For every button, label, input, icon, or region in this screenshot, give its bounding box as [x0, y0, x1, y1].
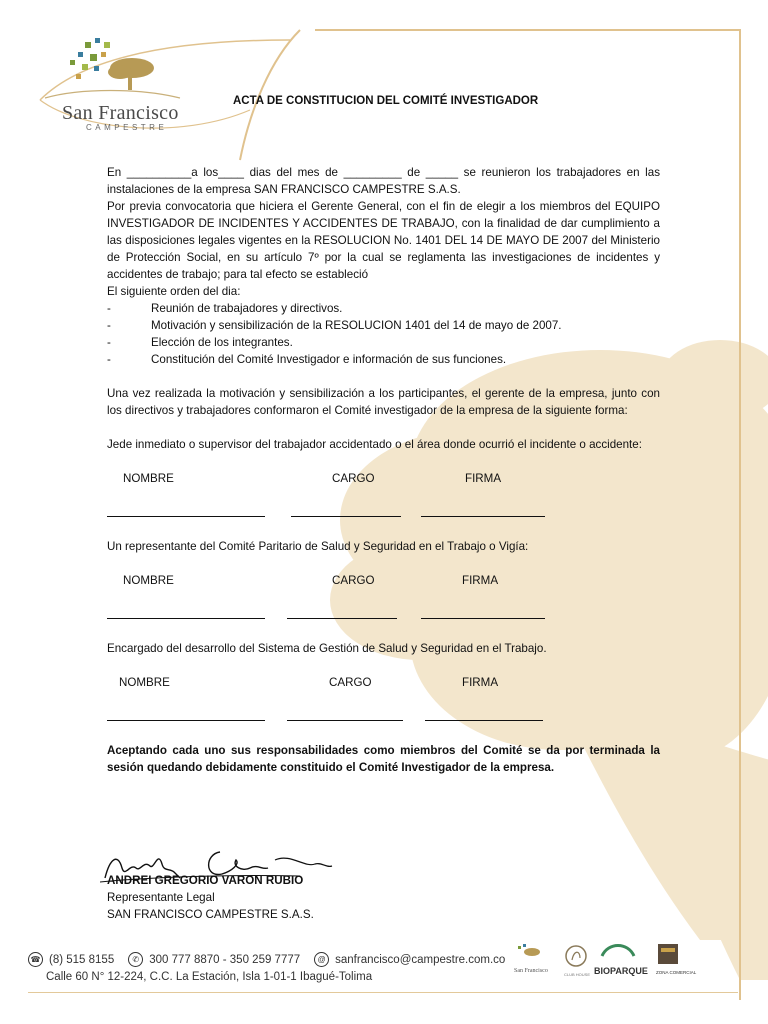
agenda-intro: El siguiente orden del dia: — [107, 285, 241, 298]
nombre-line[interactable] — [107, 606, 265, 619]
firma-line[interactable] — [421, 606, 545, 619]
brand-name: San Francisco — [62, 102, 179, 124]
phone-icon: ☎ — [28, 952, 43, 967]
cargo-line[interactable] — [291, 504, 401, 517]
section-committee-rep: Un representante del Comité Paritario de Salud y Seguridad en el Trabajo o Vigía: — [107, 540, 529, 553]
email-icon: @ — [314, 952, 329, 967]
list-item: - Reunión de trabajadores y directivos. — [107, 302, 343, 315]
signer-role: Representante Legal — [107, 891, 215, 904]
signature-lines — [107, 606, 660, 623]
col-nombre: NOMBRE — [123, 472, 174, 485]
signature-lines — [107, 504, 660, 521]
svg-text:ZONA COMERCIAL: ZONA COMERCIAL — [656, 970, 697, 975]
footer-divider — [28, 992, 738, 993]
footer-mobile: 300 777 8870 - 350 259 7777 — [149, 953, 301, 966]
list-item: - Elección de los integrantes. — [107, 336, 293, 349]
col-cargo: CARGO — [329, 676, 372, 689]
list-item: - Motivación y sensibilización de la RESOLUCION 1401 del 14 de mayo de 2007. — [107, 319, 562, 332]
col-cargo: CARGO — [332, 472, 375, 485]
paragraph-closing: Aceptando cada uno sus responsabilidades como miembros del Comité se da por terminada la sesión quedando debidamente constituido el Comité Investigador de la empresa. — [107, 744, 660, 774]
firma-line[interactable] — [425, 708, 543, 721]
partner-zonacomercial-icon — [656, 944, 697, 975]
section-supervisor: Jede inmediato o supervisor del trabajador accidentado o el área donde ocurrió el incidente o accidente: — [107, 438, 642, 451]
footer-phone: (8) 515 8155 — [49, 953, 115, 966]
footer-contact — [28, 952, 505, 983]
brand-subtitle: CAMPESTRE — [86, 123, 168, 132]
svg-text:San Francisco: San Francisco — [514, 968, 548, 974]
firma-line[interactable] — [421, 504, 545, 517]
signature-lines — [107, 708, 660, 725]
paragraph-intro: En __________a los____ dias del mes de _________ de _____ se reunieron los trabajadores en las instalaciones de la empresa SAN FRANCISCO CAMPESTRE S.A.S. — [107, 166, 660, 196]
svg-text:CLUB HOUSE: CLUB HOUSE — [564, 972, 591, 977]
partner-sanfrancisco-icon — [514, 944, 548, 974]
footer-email[interactable]: sanfrancisco@campestre.com.co — [335, 953, 506, 966]
signer-company: SAN FRANCISCO CAMPESTRE S.A.S. — [107, 908, 314, 921]
col-cargo: CARGO — [332, 574, 375, 587]
partner-clubhouse-icon — [564, 946, 590, 977]
signature-table-header — [107, 572, 660, 589]
col-firma: FIRMA — [462, 574, 499, 587]
list-item: - Constitución del Comité Investigador e información de sus funciones. — [107, 353, 507, 366]
cargo-line[interactable] — [287, 606, 397, 619]
partner-logos-icon — [510, 942, 710, 982]
document-title: ACTA DE CONSTITUCION DEL COMITÉ INVESTIGADOR — [233, 95, 539, 107]
col-nombre: NOMBRE — [119, 676, 170, 689]
signature-table-header — [107, 674, 660, 691]
footer-address: Calle 60 N° 12-224, C.C. La Estación, Isla 1-01-1 Ibagué-Tolima — [46, 971, 373, 983]
partner-logos — [510, 942, 710, 982]
paragraph-conformation: Una vez realizada la motivación y sensibilización a los participantes, el gerente de la empresa, junto con los directivos y trabajadores conformaron el Comité investigador de la empresa de la siguiente forma: — [107, 387, 660, 417]
agenda-list — [107, 300, 660, 368]
signature-table-header — [107, 470, 660, 487]
paragraph-convocatoria: Por previa convocatoria que hiciera el Gerente General, con el fin de elegir a los miembros del EQUIPO INVESTIGADOR DE INCIDENTES Y ACCIDENTES DE TRABAJO, con la finalidad de dar cumplimiento a las disposiciones legales vigentes en la RESOLUCION No. 1401 DEL 14 DE MAYO DE 2007 del Ministerio de Protección Social, en su artículo 7º por la cual se reglamenta las investigaciones de incidentes y accidentes de trabajo; para tal efecto se estableció — [107, 200, 660, 281]
signer-name: ANDREI GREGORIO VARON RUBIO — [107, 874, 304, 887]
nombre-line[interactable] — [107, 504, 265, 517]
nombre-line[interactable] — [107, 708, 265, 721]
col-firma: FIRMA — [462, 676, 499, 689]
svg-text:BIOPARQUE: BIOPARQUE — [594, 966, 648, 976]
cargo-line[interactable] — [287, 708, 403, 721]
document-body — [107, 164, 660, 776]
signature-block — [107, 872, 314, 923]
col-firma: FIRMA — [465, 472, 502, 485]
col-nombre: NOMBRE — [123, 574, 174, 587]
whatsapp-icon: ✆ — [128, 952, 143, 967]
section-sgsst: Encargado del desarrollo del Sistema de Gestión de Salud y Seguridad en el Trabajo. — [107, 642, 547, 655]
partner-bioparque-icon — [594, 946, 648, 977]
